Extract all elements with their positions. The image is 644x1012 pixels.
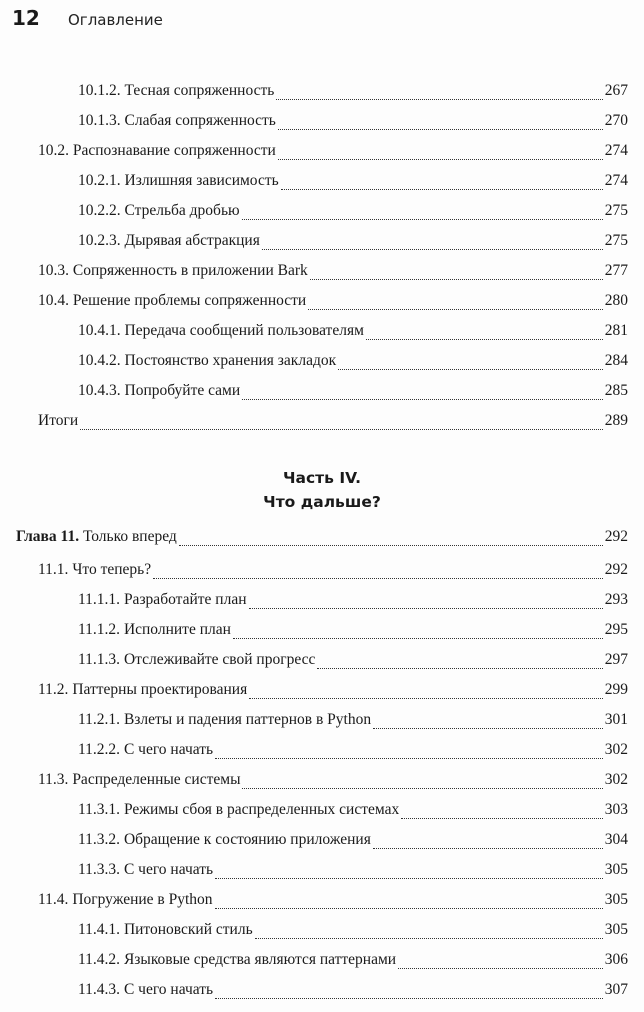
toc-entry[interactable] (78, 981, 628, 1003)
entry-page: 305 (604, 921, 628, 938)
entry-title: С чего начать (123, 981, 214, 998)
entry-page: 305 (604, 891, 628, 908)
entry-title: Слабая сопряженность (124, 112, 276, 129)
toc-entry[interactable] (78, 741, 628, 763)
entry-number: 11.4.3. (78, 981, 121, 998)
entry-number: 10.4.1. (78, 322, 121, 339)
dot-leader (398, 967, 603, 969)
entry-title: Итоги (38, 412, 79, 429)
entry-number: 11.1. (38, 561, 69, 578)
entry-number: 11.2.2. (78, 741, 121, 758)
dot-leader (278, 128, 603, 130)
entry-page: 274 (604, 142, 628, 159)
dot-leader (338, 368, 603, 370)
entry-title: Попробуйте сами (124, 382, 241, 399)
entry-page: 302 (604, 741, 628, 758)
entry-title: Языковые средства являются паттернами (123, 951, 397, 968)
part-heading (0, 466, 644, 514)
entry-number: 10.4.3. (78, 382, 121, 399)
entry-page: 304 (604, 831, 628, 848)
entry-number: 10.3. (38, 262, 69, 279)
entry-number: 10.4.2. (78, 352, 121, 369)
dot-leader (255, 937, 603, 939)
toc-entry[interactable] (38, 771, 628, 793)
entry-number: 11.4.1. (78, 921, 121, 938)
dot-leader (373, 727, 603, 729)
entry-title: Распознавание сопряженности (72, 142, 276, 159)
toc-entry[interactable] (78, 82, 628, 104)
entry-number: 11.3.1. (78, 801, 121, 818)
entry-page: 295 (604, 621, 628, 638)
entry-number: 11.2. (38, 681, 69, 698)
dot-leader (242, 787, 602, 789)
entry-page: 292 (604, 528, 628, 545)
page-number: 12 (12, 6, 40, 30)
entry-title: Сопряженность в приложении Bark (72, 262, 308, 279)
entry-title: Распределенные системы (72, 771, 241, 788)
toc-entry[interactable] (78, 232, 628, 254)
toc-chapter-entry[interactable] (16, 528, 628, 550)
dot-leader (179, 544, 603, 546)
entry-page: 301 (604, 711, 628, 728)
entry-title: Решение проблемы сопряженности (72, 292, 307, 309)
entry-page: 280 (604, 292, 628, 309)
dot-leader (310, 278, 603, 280)
dot-leader (249, 697, 603, 699)
entry-number: 11.1.3. (78, 651, 121, 668)
entry-page: 285 (604, 382, 628, 399)
dot-leader (153, 577, 603, 579)
dot-leader (317, 667, 602, 669)
toc-entry[interactable] (38, 262, 628, 284)
entry-title: Исполните план (123, 621, 231, 638)
toc-entry[interactable] (78, 861, 628, 883)
entry-title: Питоновский стиль (123, 921, 253, 938)
entry-page: 275 (604, 202, 628, 219)
dot-leader (233, 637, 603, 639)
entry-title: Стрельба дробью (124, 202, 240, 219)
entry-number: 10.2.2. (78, 202, 121, 219)
dot-leader (215, 997, 603, 999)
entry-page: 284 (604, 352, 628, 369)
entry-number: 11.4. (38, 891, 69, 908)
entry-number: 11.2.1. (78, 711, 121, 728)
dot-leader (366, 338, 603, 340)
dot-leader (401, 817, 603, 819)
toc-entry[interactable] (38, 412, 628, 434)
dot-leader (242, 218, 603, 220)
entry-title: Передача сообщений пользователям (124, 322, 364, 339)
entry-number: 11.3.2. (78, 831, 121, 848)
dot-leader (281, 188, 603, 190)
toc-entry[interactable] (78, 801, 628, 823)
entry-title: Обращение к состоянию приложения (123, 831, 371, 848)
entry-title: Режимы сбоя в распределенных системах (123, 801, 400, 818)
toc-entry[interactable] (78, 621, 628, 643)
toc-entry[interactable] (38, 292, 628, 314)
dot-leader (308, 308, 603, 310)
toc-entry[interactable] (78, 382, 628, 404)
dot-leader (278, 158, 603, 160)
toc-entry[interactable] (78, 112, 628, 134)
entry-title: Паттерны проектирования (72, 681, 248, 698)
dot-leader (215, 907, 603, 909)
entry-number: 11.3. (38, 771, 69, 788)
toc-entry[interactable] (78, 202, 628, 224)
part-title: Что дальше? (263, 493, 381, 511)
toc-entry[interactable] (78, 591, 628, 613)
entry-page: 306 (604, 951, 628, 968)
dot-leader (276, 98, 602, 100)
dot-leader (262, 248, 603, 250)
part-number: Часть IV. (282, 469, 361, 487)
entry-page: 292 (604, 561, 628, 578)
entry-number: 10.4. (38, 292, 69, 309)
entry-title: Постоянство хранения закладок (124, 352, 337, 369)
toc-entry[interactable] (38, 681, 628, 703)
entry-title: С чего начать (123, 741, 214, 758)
entry-page: 293 (604, 591, 628, 608)
entry-number: 11.3.3. (78, 861, 121, 878)
entry-page: 274 (604, 172, 628, 189)
entry-number: 10.2.1. (78, 172, 121, 189)
dot-leader (249, 607, 603, 609)
entry-page: 289 (604, 412, 628, 429)
toc-entry[interactable] (38, 561, 628, 583)
dot-leader (215, 757, 603, 759)
chapter-prefix: Глава 11. (16, 528, 80, 545)
toc-entry[interactable] (78, 831, 628, 853)
entry-number: 11.1.1. (78, 591, 121, 608)
dot-leader (80, 428, 603, 430)
toc-entry[interactable] (38, 142, 628, 164)
chapter-title: Только вперед (82, 528, 177, 545)
entry-title: Тесная сопряженность (124, 82, 275, 99)
entry-page: 267 (604, 82, 628, 99)
toc-entry[interactable] (78, 651, 628, 673)
entry-title: С чего начать (123, 861, 214, 878)
toc-entry[interactable] (78, 921, 628, 943)
toc-entry[interactable] (38, 891, 628, 913)
toc-entry[interactable] (78, 711, 628, 733)
entry-title: Что теперь? (72, 561, 152, 578)
entry-page: 302 (604, 771, 628, 788)
toc-entry[interactable] (78, 352, 628, 374)
entry-page: 307 (604, 981, 628, 998)
entry-title: Разработайте план (123, 591, 247, 608)
entry-number: 10.2.3. (78, 232, 121, 249)
entry-number: 10.2. (38, 142, 69, 159)
entry-number: 10.1.3. (78, 112, 121, 129)
entry-page: 270 (604, 112, 628, 129)
entry-title: Отслеживайте свой прогресс (123, 651, 316, 668)
entry-page: 297 (604, 651, 628, 668)
entry-title: Взлеты и падения паттернов в Python (123, 711, 372, 728)
running-head (12, 6, 163, 38)
dot-leader (373, 847, 603, 849)
entry-number: 11.1.2. (78, 621, 121, 638)
entry-number: 10.1.2. (78, 82, 121, 99)
dot-leader (215, 877, 603, 879)
entry-page: 305 (604, 861, 628, 878)
entry-number: 11.4.2. (78, 951, 121, 968)
entry-title: Дырявая абстракция (124, 232, 260, 249)
entry-page: 275 (604, 232, 628, 249)
toc-entry[interactable] (78, 322, 628, 344)
dot-leader (242, 398, 603, 400)
toc-entry[interactable] (78, 172, 628, 194)
entry-page: 281 (604, 322, 628, 339)
running-title: Оглавление (68, 11, 163, 29)
entry-page: 277 (604, 262, 628, 279)
entry-title: Излишняя зависимость (124, 172, 279, 189)
toc-entry[interactable] (78, 951, 628, 973)
entry-page: 303 (604, 801, 628, 818)
entry-page: 299 (604, 681, 628, 698)
entry-title: Погружение в Python (72, 891, 213, 908)
